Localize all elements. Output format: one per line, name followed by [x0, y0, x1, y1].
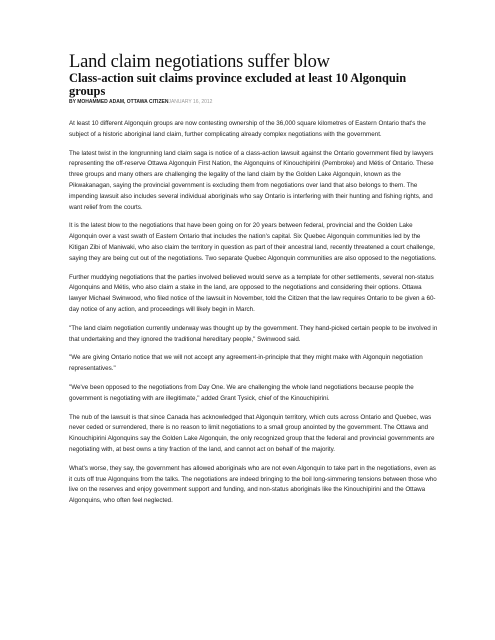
paragraph-6: "We are giving Ontario notice that we will not accept any agreement-in-principle that they might make with Algonquin negotiation representatives." — [69, 354, 423, 373]
byline-date: JANUARY 16, 2012 — [168, 99, 213, 105]
article-subhead: Class-action suit claims province excluded at least 10 Algonquin groups — [69, 71, 407, 98]
paragraph-5: "The land claim negotiation currently underway was thought up by the government. They hand-picked certain people to be involved in that undertaking and they ignored the traditional hereditary people," Swinwood said. — [69, 324, 438, 343]
article-byline — [69, 99, 439, 106]
paragraph-7: "We've been opposed to the negotiations from Day One. We are challenging the whole land negotiations because people the government is negotiating with are illegitimate," added Grant Tysick, chief of the Kinouchipirini. — [69, 383, 414, 402]
paragraph-4: Further muddying negotiations that the parties involved believed would serve as a template for other settlements, several non-status Algonquins and Métis, who also claim a stake in the land, are opposed to the negotiations and considering their options. Ottawa lawyer Michael Swinwood, who filed notice of the lawsuit in November, told the Citizen that the law requires Ontario to be given a 60-day notice of any action, and proceedings will likely begin in March. — [69, 273, 436, 313]
paragraph-2: The latest twist in the longrunning land claim saga is notice of a class-action lawsuit against the Ontario government filed by lawyers representing the off-reserve Ottawa Algonquin First Nation, the Algonquins of Kinouchipirini (Pembroke) and Métis of Ontario. These three groups and many others are challenging the legality of the land claim by the Golden Lake Algonquin, known as the Pikwakanagan, saying the provincial government is excluding them from negotiations over land that also belongs to them. The impending lawsuit also includes several individual aboriginals who say Ontario is interfering with their hunting and fishing rights, and want relief from the courts. — [69, 149, 434, 211]
article-body — [69, 119, 439, 507]
paragraph-3: It is the latest blow to the negotiations that have been going on for 20 years between federal, provincial and the Golden Lake Algonquin over a vast swath of Eastern Ontario that includes the nation's capital. Six Quebec Algonquin communities led by the Kitigan Zibi of Maniwaki, who also claim the territory in question as part of their ancestral land, recently threatened a court challenge, saying they are being cut out of the negotiations. Two separate Quebec Algonquin communities are also opposed to the negotiations. — [69, 222, 437, 262]
paragraph-8: The nub of the lawsuit is that since Canada has acknowledged that Algonquin territory, which cuts across Ontario and Quebec, was never ceded or surrendered, there is no reason to limit negotiations to a small group anointed by the government. The Ottawa and Kinouchipirini Algonquins say the Golden Lake Algonquin, the only recognized group that the federal and provincial governments are negotiating with, at best owns a tiny fraction of the land, and cannot act on behalf of the majority. — [69, 413, 435, 453]
paragraph-9: What's worse, they say, the government has allowed aboriginals who are not even Algonquin to take part in the negotiations, even as it cuts off true Algonquins from the talks. The negotiations are indeed bringing to the boil long-simmering tensions between those who live on the reserves and enjoy government support and funding, and non-status aboriginals like the Kinouchipirini and the Ottawa Algonquins, who often feel neglected. — [69, 464, 437, 505]
article-headline: Land claim negotiations suffer blow — [69, 52, 330, 72]
byline-author: BY MOHAMMED ADAM, OTTAWA CITIZEN — [69, 99, 169, 105]
paragraph-1: At least 10 different Algonquin groups are now contesting ownership of the 36,000 square kilometres of Eastern Ontario that's the subject of a historic aboriginal land claim, further complicating already complex negotiations with the government. — [69, 120, 426, 138]
article — [69, 52, 439, 515]
